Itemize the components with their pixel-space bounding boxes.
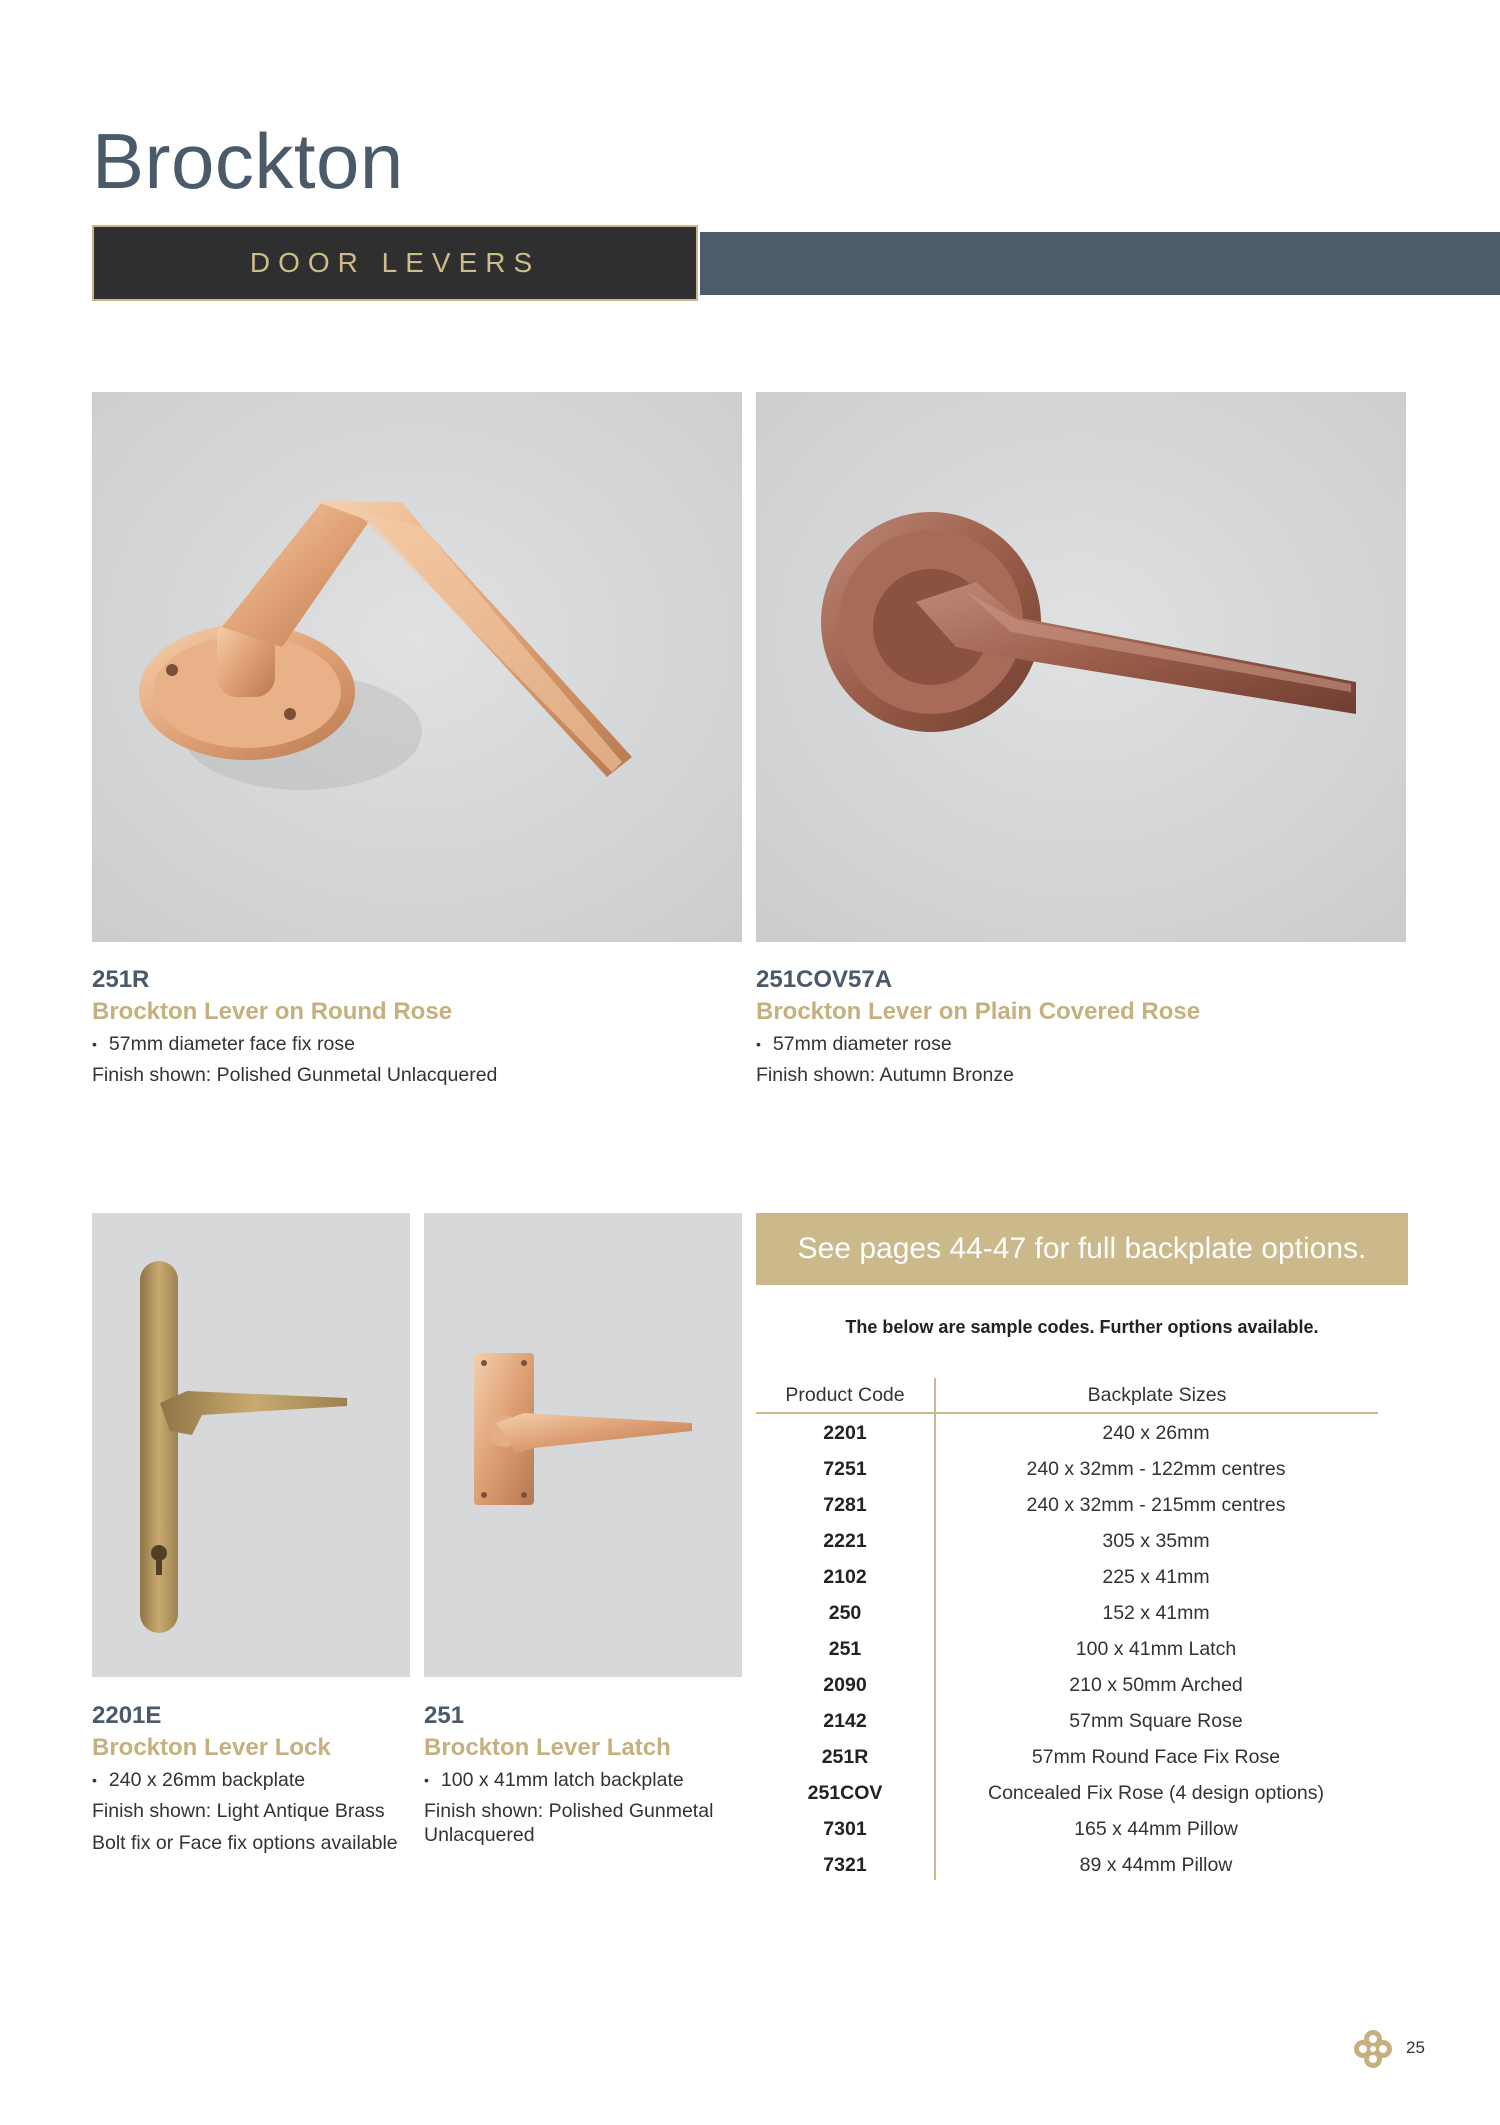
product-finish: Finish shown: Polished Gunmetal Unlacquered — [92, 1064, 498, 1087]
row-code: 2201 — [823, 1421, 867, 1444]
lever-latch-photo — [424, 1213, 742, 1677]
row-code: 7321 — [823, 1853, 867, 1876]
product-fix-options: Bolt fix or Face fix options available — [92, 1831, 398, 1854]
column-header-code: Product Code — [785, 1384, 905, 1406]
product-spec-text: 100 x 41mm latch backplate — [440, 1769, 684, 1791]
row-code: 7301 — [823, 1817, 867, 1840]
quatrefoil-logo-icon — [1352, 2028, 1394, 2070]
product-name: Brockton Lever Latch — [424, 1734, 671, 1761]
table-row — [756, 1775, 1378, 1811]
product-finish: Finish shown: Light Antique Brass — [92, 1800, 385, 1823]
product-name: Brockton Lever on Plain Covered Rose — [756, 998, 1201, 1025]
table-row — [756, 1847, 1378, 1883]
row-size: 225 x 41mm — [1102, 1565, 1210, 1588]
product-finish: Finish shown: Polished Gunmetal Unlacquered — [424, 1800, 714, 1846]
row-code: 251COV — [807, 1781, 883, 1804]
product-spec-text: 57mm diameter rose — [772, 1033, 952, 1055]
row-code: 251 — [828, 1637, 862, 1660]
row-size: 240 x 26mm — [1102, 1421, 1210, 1444]
row-size: 240 x 32mm - 215mm centres — [1026, 1493, 1286, 1516]
table-note: The below are sample codes. Further options available. — [845, 1317, 1319, 1337]
row-code: 2142 — [823, 1709, 867, 1732]
table-row — [756, 1595, 1378, 1631]
table-row — [756, 1667, 1378, 1703]
product-spec-text: 240 x 26mm backplate — [108, 1769, 306, 1791]
row-size: 210 x 50mm Arched — [1069, 1673, 1243, 1696]
product-card-251COV57A — [756, 968, 1406, 1088]
product-spec-text: 57mm diameter face fix rose — [108, 1033, 355, 1055]
row-size: 152 x 41mm — [1102, 1601, 1210, 1624]
product-card-251 — [424, 1704, 742, 1847]
product-code: 251 — [424, 1702, 465, 1729]
row-size: 240 x 32mm - 122mm centres — [1026, 1457, 1286, 1480]
row-code: 2102 — [823, 1565, 867, 1588]
row-size: 57mm Round Face Fix Rose — [1031, 1745, 1281, 1768]
product-code: 251R — [92, 966, 150, 993]
section-band-accent — [700, 232, 1500, 295]
product-spec: • 100 x 41mm latch backplate — [424, 1769, 684, 1791]
page-number: 25 — [1406, 2038, 1425, 2057]
row-size: 100 x 41mm Latch — [1075, 1637, 1237, 1660]
backplate-banner-text: See pages 44-47 for full backplate options. — [797, 1232, 1367, 1265]
table-row — [756, 1415, 1378, 1451]
row-size: 89 x 44mm Pillow — [1079, 1853, 1233, 1876]
table-row — [756, 1631, 1378, 1667]
lever-on-covered-rose-photo — [756, 392, 1406, 942]
product-spec: • 57mm diameter rose — [756, 1033, 952, 1055]
row-code: 7281 — [823, 1493, 867, 1516]
row-code: 250 — [828, 1601, 862, 1624]
table-row — [756, 1703, 1378, 1739]
product-name: Brockton Lever on Round Rose — [92, 998, 453, 1025]
backplate-banner — [756, 1213, 1408, 1285]
row-code: 2221 — [823, 1529, 867, 1552]
row-size: Concealed Fix Rose (4 design options) — [987, 1781, 1324, 1804]
row-code: 251R — [821, 1745, 869, 1768]
product-card-2201E — [92, 1704, 410, 1855]
row-code: 2090 — [823, 1673, 867, 1696]
product-code: 2201E — [92, 1702, 162, 1729]
product-code: 251COV57A — [756, 966, 893, 993]
section-band — [92, 225, 698, 301]
product-spec: • 240 x 26mm backplate — [92, 1769, 306, 1791]
lever-lock-photo — [92, 1213, 410, 1677]
product-name: Brockton Lever Lock — [92, 1734, 331, 1761]
table-row — [756, 1811, 1378, 1847]
table-header-divider — [756, 1412, 1378, 1414]
table-row — [756, 1523, 1378, 1559]
column-header-size: Backplate Sizes — [1087, 1384, 1227, 1406]
table-row — [756, 1451, 1378, 1487]
section-label: DOOR LEVERS — [249, 247, 541, 278]
lever-on-round-rose-photo — [92, 392, 742, 942]
row-size: 165 x 44mm Pillow — [1074, 1817, 1238, 1840]
table-row — [756, 1559, 1378, 1595]
page-title: Brockton — [92, 117, 404, 205]
product-card-251R — [92, 968, 742, 1088]
product-finish: Finish shown: Autumn Bronze — [756, 1064, 1014, 1087]
row-code: 7251 — [823, 1457, 867, 1480]
row-size: 305 x 35mm — [1102, 1529, 1210, 1552]
product-spec: • 57mm diameter face fix rose — [92, 1033, 355, 1055]
table-row — [756, 1487, 1378, 1523]
row-size: 57mm Square Rose — [1069, 1709, 1243, 1732]
table-row — [756, 1739, 1378, 1775]
